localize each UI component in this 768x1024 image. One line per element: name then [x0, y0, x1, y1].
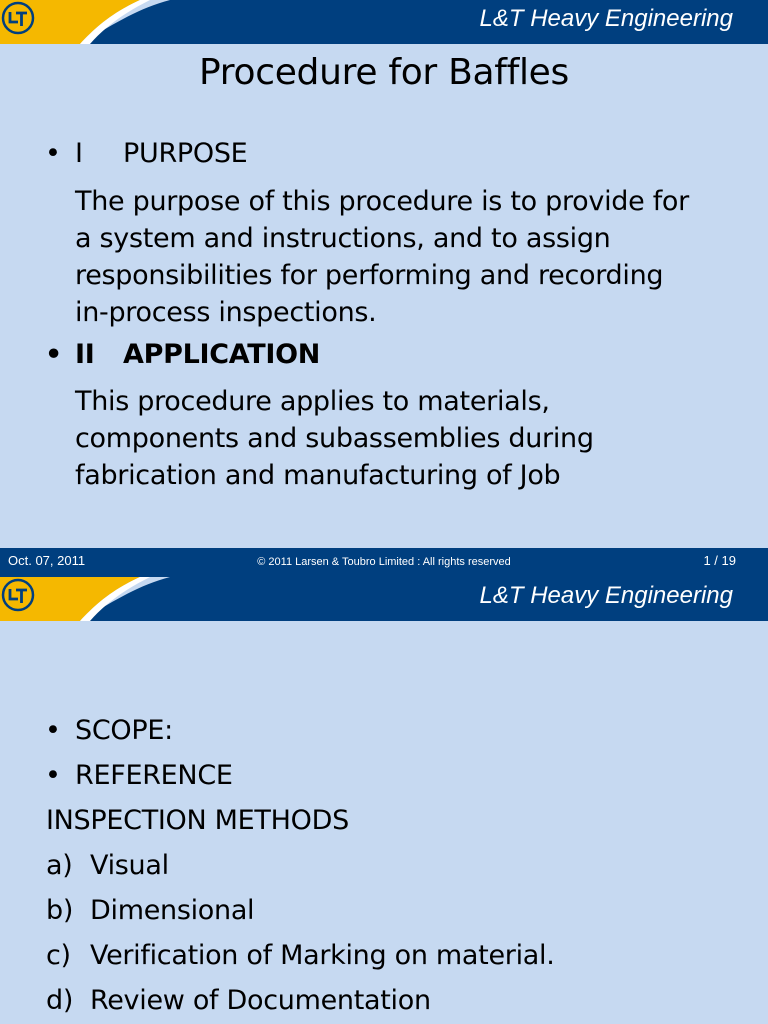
- slide-title: Procedure for Baffles: [199, 52, 569, 93]
- method-label: b): [46, 895, 74, 926]
- company-name: L&T Heavy Engineering: [479, 582, 733, 609]
- purpose-body: [75, 183, 755, 331]
- method-item: [46, 985, 431, 1016]
- method-text: Dimensional: [90, 895, 255, 926]
- method-item: [46, 940, 555, 971]
- application-line: fabrication and manufacturing of Job: [75, 460, 561, 491]
- application-heading: APPLICATION: [123, 339, 321, 370]
- method-text: Review of Documentation: [90, 985, 431, 1016]
- method-item: [46, 850, 169, 881]
- method-label: a): [46, 850, 73, 881]
- footer-date: Oct. 07, 2011: [8, 553, 86, 568]
- footer-copyright: © 2011 Larsen & Toubro Limited : All rights reserved: [257, 556, 511, 568]
- application-numeral: II: [75, 339, 95, 370]
- footer-page-number: 1 / 19: [703, 553, 736, 568]
- method-text: Visual: [90, 850, 169, 881]
- company-name: L&T Heavy Engineering: [479, 5, 733, 32]
- method-item: [46, 895, 254, 926]
- bullet-icon: •: [45, 760, 61, 791]
- bullet-icon: •: [45, 138, 61, 169]
- slide-header: [0, 0, 768, 44]
- purpose-numeral: I: [75, 138, 83, 169]
- purpose-line: responsibilities for performing and recording: [75, 260, 664, 291]
- method-text: Verification of Marking on material.: [90, 940, 555, 971]
- lt-logo-icon: [0, 0, 36, 36]
- application-line: This procedure applies to materials,: [75, 386, 550, 417]
- purpose-line: a system and instructions, and to assign: [75, 223, 611, 254]
- slide-header: [0, 577, 768, 621]
- lt-logo-icon: [0, 577, 36, 613]
- method-label: d): [46, 985, 74, 1016]
- scope-heading: SCOPE:: [75, 715, 173, 746]
- inspection-methods-heading: INSPECTION METHODS: [46, 805, 349, 836]
- slide-footer: [0, 548, 768, 577]
- slide-2: [0, 577, 768, 1024]
- reference-heading: REFERENCE: [75, 760, 233, 791]
- bullet-icon: •: [45, 715, 61, 746]
- purpose-line: The purpose of this procedure is to provide for: [75, 186, 689, 217]
- purpose-line: in-process inspections.: [75, 297, 377, 328]
- bullet-icon: •: [45, 339, 62, 370]
- purpose-heading: PURPOSE: [123, 138, 248, 169]
- application-body: [75, 383, 755, 494]
- method-label: c): [46, 940, 71, 971]
- application-line: components and subassemblies during: [75, 423, 594, 454]
